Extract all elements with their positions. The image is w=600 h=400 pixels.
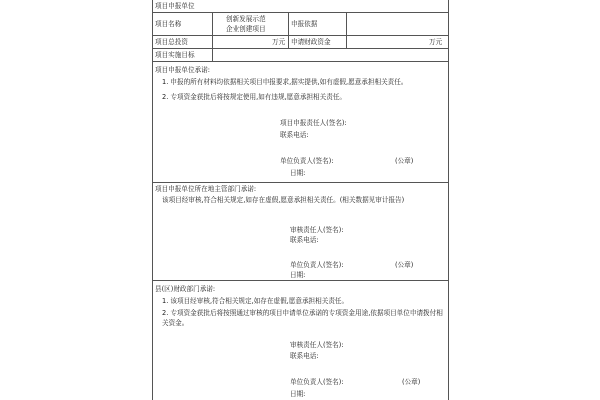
row-divider bbox=[152, 61, 449, 62]
sign-phone-label: 联系电话: bbox=[280, 131, 309, 139]
applicant-unit-label: 项目申报单位 bbox=[155, 2, 195, 10]
section-title: 县(区)财政部门承诺: bbox=[155, 285, 216, 293]
section-title: 项目申报单位承诺: bbox=[155, 66, 210, 74]
border-right bbox=[448, 0, 449, 400]
commitment-item: 2. 专项资金获批后将按照通过审核的项目申请单位承诺的专项资金用途,依据项目单位申请拨付相关资金。 bbox=[162, 309, 443, 327]
total-investment-unit: 万元 bbox=[272, 38, 286, 46]
border-left bbox=[152, 0, 153, 400]
cell-divider bbox=[346, 12, 347, 48]
sign-phone-label: 联系电话: bbox=[290, 236, 319, 244]
commitment-item: 2. 专项资金获批后将按规定使用,如有违规,愿意承担相关责任。 bbox=[162, 93, 347, 101]
application-form bbox=[152, 0, 449, 400]
row-divider bbox=[152, 35, 449, 36]
section-title: 项目申报单位所在地主管部门承诺: bbox=[155, 185, 257, 193]
commitment-item: 该项目经审核,符合相关规定,如存在虚假,愿意承担相关责任。(相关数据见审计报告) bbox=[162, 196, 405, 204]
seal-label: (公章) bbox=[395, 261, 414, 269]
date-label: 日期: bbox=[290, 390, 306, 398]
sign-head-label: 单位负责人(签名): bbox=[290, 261, 344, 269]
cell-divider bbox=[212, 12, 213, 61]
cell-divider bbox=[288, 12, 289, 48]
sign-phone-label: 联系电话: bbox=[290, 352, 319, 360]
section-divider bbox=[152, 182, 449, 183]
sign-person-label: 审核责任人(签名): bbox=[290, 341, 344, 349]
project-name-label: 项目名称 bbox=[155, 20, 182, 28]
project-name-value-line1: 创新发展示范 bbox=[226, 15, 266, 23]
seal-label: (公章) bbox=[395, 157, 414, 165]
requested-funds-label: 申请财政资金 bbox=[291, 38, 331, 46]
sign-person-label: 审核责任人(签名): bbox=[290, 226, 344, 234]
sign-head-label: 单位负责人(签名): bbox=[280, 157, 334, 165]
total-investment-label: 项目总投资 bbox=[155, 38, 188, 46]
commitment-item: 1. 该项目经审核,符合相关规定,如存在虚假,愿意承担相关责任。 bbox=[162, 297, 349, 305]
section-divider bbox=[152, 280, 449, 281]
date-label: 日期: bbox=[290, 169, 306, 177]
seal-label: (公章) bbox=[402, 378, 421, 386]
basis-label: 申报依据 bbox=[291, 20, 318, 28]
commitment-item: 1. 申报的所有材料均依据相关项目申报要求,据实提供,如有虚假,愿意承担相关责任。 bbox=[162, 78, 408, 86]
row-divider bbox=[152, 48, 449, 49]
sign-person-label: 项目申报责任人(签名): bbox=[280, 119, 347, 127]
project-name-value-line2: 企业创建项目 bbox=[226, 25, 266, 33]
goal-label: 项目实施目标 bbox=[155, 51, 195, 59]
date-label: 日期: bbox=[290, 271, 306, 279]
row-divider bbox=[152, 12, 449, 13]
requested-funds-unit: 万元 bbox=[429, 38, 443, 46]
sign-head-label: 单位负责人(签名): bbox=[290, 378, 344, 386]
